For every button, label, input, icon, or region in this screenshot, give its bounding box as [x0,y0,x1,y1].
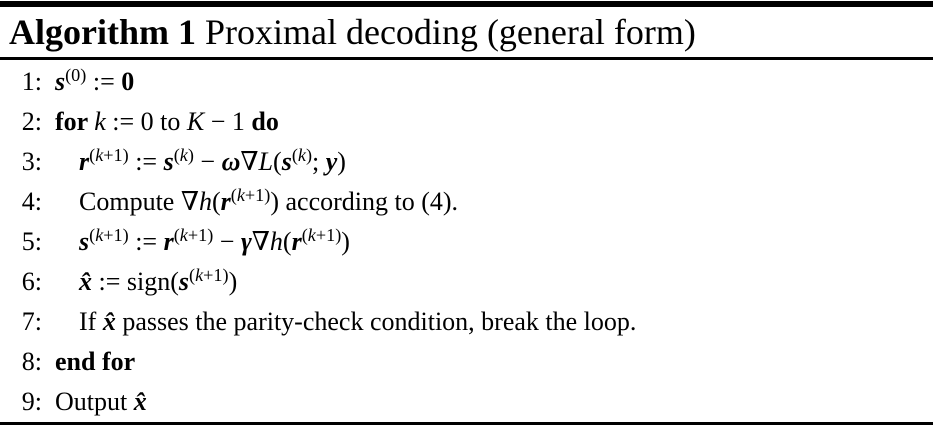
text-segment: ( [230,184,237,205]
algorithm-header [0,7,933,57]
algorithm-title: Proximal decoding (general form) [195,12,696,52]
algorithm-line-2 [0,102,933,142]
text-segment: ω [221,147,241,176]
line-number: 9: [21,387,42,416]
text-segment: ) [341,227,350,256]
text-segment: ( [282,227,292,256]
text-segment: x̂ [133,387,147,416]
text-segment: ∇ [240,147,259,176]
text-segment: − [193,147,222,176]
line-content [42,62,134,102]
text-segment: x̂ [102,307,116,336]
line-number: 6: [21,267,42,296]
line-number: 2: [21,107,42,136]
line-content [42,142,346,182]
text-segment: r [291,227,302,256]
text-segment: := 0 to [105,107,187,136]
line-number: 7: [21,307,42,336]
text-segment: ( [173,144,180,165]
text-segment: ) [187,144,194,165]
text-segment: ( [273,147,282,176]
text-segment: ( [89,224,96,245]
text-segment: ; [312,147,326,176]
text-segment: − 1 [204,107,252,136]
line-content [42,302,636,342]
text-segment: := sign( [92,267,179,296]
text-segment: k [179,224,188,245]
text-segment: +1) [103,144,129,165]
bottom-rule [0,422,933,425]
text-segment: ) according to (4). [270,187,459,216]
algorithm-line-1 [0,62,933,102]
text-segment: k [94,107,106,136]
text-segment: passes the parity-check condition, break the loop. [115,307,637,336]
text-segment: K [186,107,205,136]
text-segment: k [179,144,188,165]
line-number: 1: [21,67,42,96]
algorithm-label: Algorithm 1 [9,12,196,52]
text-segment: x̂ [79,267,92,296]
line-content [42,342,135,382]
text-segment: end for [55,347,136,376]
text-segment: for [55,107,95,136]
text-segment: r [163,227,174,256]
text-segment: h [269,227,283,256]
text-segment: ( [173,224,180,245]
text-segment: r [79,147,90,176]
text-segment: r [220,187,231,216]
line-number: 4: [21,187,42,216]
algorithm-line-3 [0,142,933,182]
text-segment: s [281,147,292,176]
text-segment: +1) [187,224,214,245]
line-content [42,182,458,222]
text-segment: := [86,67,122,96]
algorithm-line-5 [0,222,933,262]
text-segment: 0 [121,67,135,96]
line-number: 5: [21,227,42,256]
text-segment: γ [240,227,252,256]
text-segment: k [95,144,104,165]
text-segment: k [307,224,316,245]
text-segment: +1) [103,224,129,245]
text-segment: do [251,107,279,136]
algorithm-body [0,60,933,422]
text-segment: h [198,187,212,216]
algorithm-line-7 [0,302,933,342]
text-segment: s [55,67,66,96]
text-segment: +1) [244,184,271,205]
text-segment: := [128,227,164,256]
text-segment: (0) [65,64,87,85]
text-segment: s [178,267,190,296]
text-segment: ) [337,147,346,176]
line-content [42,382,147,422]
text-segment: If [79,307,103,336]
line-number: 3: [21,147,42,176]
text-segment: Compute ∇ [79,187,199,216]
text-segment: ) [305,144,313,165]
text-segment: ∇ [251,227,270,256]
line-content [42,222,350,262]
text-segment: y [325,147,338,176]
text-segment: k [236,184,245,205]
algorithm-line-9 [0,382,933,422]
text-segment: ( [89,144,96,165]
text-segment: ) [228,267,238,296]
text-segment: s [163,147,174,176]
line-content [42,262,237,302]
text-segment: ( [211,187,221,216]
text-segment: ( [291,144,298,165]
algorithm-line-6 [0,262,933,302]
text-segment: := [128,147,164,176]
text-segment: Output [55,387,134,416]
text-segment: +1) [315,224,342,245]
text-segment: k [195,264,204,285]
text-segment: − [213,227,241,256]
algorithm-line-4 [0,182,933,222]
text-segment: ( [189,264,196,285]
text-segment: k [95,224,104,245]
text-segment: s [79,227,90,256]
line-number: 8: [21,347,42,376]
text-segment: k [297,144,306,165]
text-segment: +1) [203,264,229,285]
text-segment: L [258,147,274,176]
algorithm-line-8 [0,342,933,382]
line-content [42,102,279,142]
text-segment: ( [301,224,308,245]
